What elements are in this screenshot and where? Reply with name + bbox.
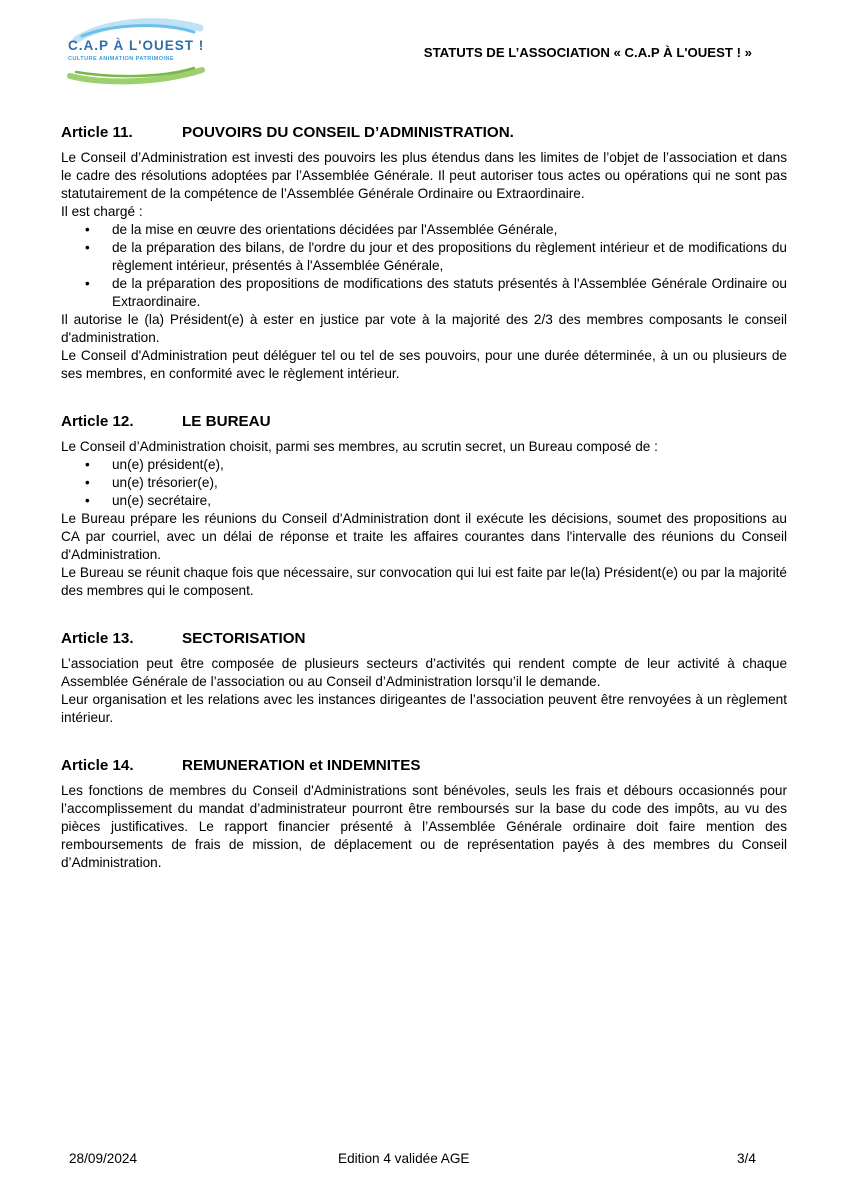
footer-date: 28/09/2024: [69, 1151, 138, 1166]
article-13: [61, 627, 787, 727]
article-14: [61, 754, 787, 872]
paragraph: Le Bureau se réunit chaque fois que nécessaire, sur convocation qui lui est faite par le(la) Président(e) ou par la majorité des membres qui le composent.: [61, 565, 787, 598]
paragraph: Il est chargé :: [61, 204, 143, 219]
paragraph: Le Conseil d’Administration est investi des pouvoirs les plus étendus dans les limites de l’objet de l’association et dans le cadre des résolutions adoptées par l’Assemblée Générale. Il peut autoriser tous actes ou opérations qui ne sont pas statutairement de la compétence de l’Assemblée Générale Ordinaire ou Extraordinaire.: [61, 150, 787, 201]
list-item: • de la mise en œuvre des orientations décidées par l'Assemblée Générale,: [85, 222, 558, 237]
paragraph: Le Bureau prépare les réunions du Conseil d'Administration dont il exécute les décisions, soumet des propositions au CA par courriel, avec un délai de réponse et traite les affaires courantes dans l'intervalle des réunions du Conseil d'Administration.: [61, 511, 787, 562]
footer-page-number: 3/4: [737, 1151, 756, 1166]
logo-tagline: CULTURE ANIMATION PATRIMOINE: [68, 56, 174, 62]
list-item: • un(e) secrétaire,: [85, 493, 211, 508]
logo-name: C.A.P À L'OUEST !: [68, 38, 205, 53]
list-item: • un(e) président(e),: [85, 457, 224, 472]
bullet-icon: •: [85, 240, 90, 255]
article-title: SECTORISATION: [182, 630, 306, 647]
paragraph: L’association peut être composée de plusieurs secteurs d’activités qui rendent compte de leur activité à chaque Assemblée Générale de l’association ou au Conseil d’Administration lorsqu’il le demande.: [61, 656, 787, 689]
logo-waves-icon: [62, 18, 212, 90]
bullet-icon: •: [85, 457, 90, 472]
article-heading: [61, 121, 787, 141]
article-heading: [61, 410, 787, 430]
article-number: Article 14.: [61, 757, 134, 774]
association-logo: [62, 18, 212, 90]
article-title: POUVOIRS DU CONSEIL D’ADMINISTRATION.: [182, 124, 514, 141]
paragraph: Le Conseil d'Administration peut déléguer tel ou tel de ses pouvoirs, pour une durée déterminée, à un ou plusieurs de ses membres, en conformité avec le règlement intérieur.: [61, 348, 787, 381]
article-12: [61, 410, 787, 600]
article-11: [61, 121, 787, 383]
bullet-icon: •: [85, 222, 90, 237]
paragraph: Il autorise le (la) Président(e) à ester en justice par vote à la majorité des 2/3 des membres composants le conseil d'administration.: [61, 312, 787, 345]
article-heading: [61, 627, 787, 647]
article-title: LE BUREAU: [182, 413, 271, 430]
paragraph: Leur organisation et les relations avec les instances dirigeantes de l’association peuvent être renvoyées à un règlement intérieur.: [61, 692, 787, 725]
article-number: Article 12.: [61, 413, 134, 430]
footer-edition: Edition 4 validée AGE: [338, 1151, 470, 1166]
paragraph: Le Conseil d’Administration choisit, parmi ses membres, au scrutin secret, un Bureau composé de :: [61, 439, 658, 454]
bullet-icon: •: [85, 493, 90, 508]
article-heading: [61, 754, 787, 774]
bullet-icon: •: [85, 475, 90, 490]
article-title: REMUNERATION et INDEMNITES: [182, 757, 421, 774]
bullet-list: [61, 456, 787, 510]
bullet-icon: •: [85, 276, 90, 291]
document-body: [61, 121, 787, 872]
list-item: • de la préparation des propositions de modifications des statuts présentés à l'Assemblée Générale Ordinaire ou Extraordinaire.: [85, 276, 787, 309]
article-number: Article 13.: [61, 630, 134, 647]
paragraph: Les fonctions de membres du Conseil d'Administrations sont bénévoles, seuls les frais et débours occasionnés pour l’accomplissement du mandat d’administrateur pourront être remboursés sur la base du code des impôts, au vu des pièces justificatives. Le rapport financier présenté à l’Assemblée Générale ordinaire doit faire mention des remboursements de frais de mission, de déplacement ou de représentation payés à des membres du Conseil d’Administration.: [61, 783, 787, 870]
bullet-list: [61, 221, 787, 311]
article-number: Article 11.: [61, 124, 133, 141]
list-item: • de la préparation des bilans, de l'ordre du jour et des propositions du règlement intérieur et de modifications du règlement intérieur, présentés à l'Assemblée Générale,: [85, 240, 787, 273]
list-item: • un(e) trésorier(e),: [85, 475, 218, 490]
document-title: STATUTS DE L’ASSOCIATION « C.A.P À L'OUEST ! »: [423, 45, 752, 60]
